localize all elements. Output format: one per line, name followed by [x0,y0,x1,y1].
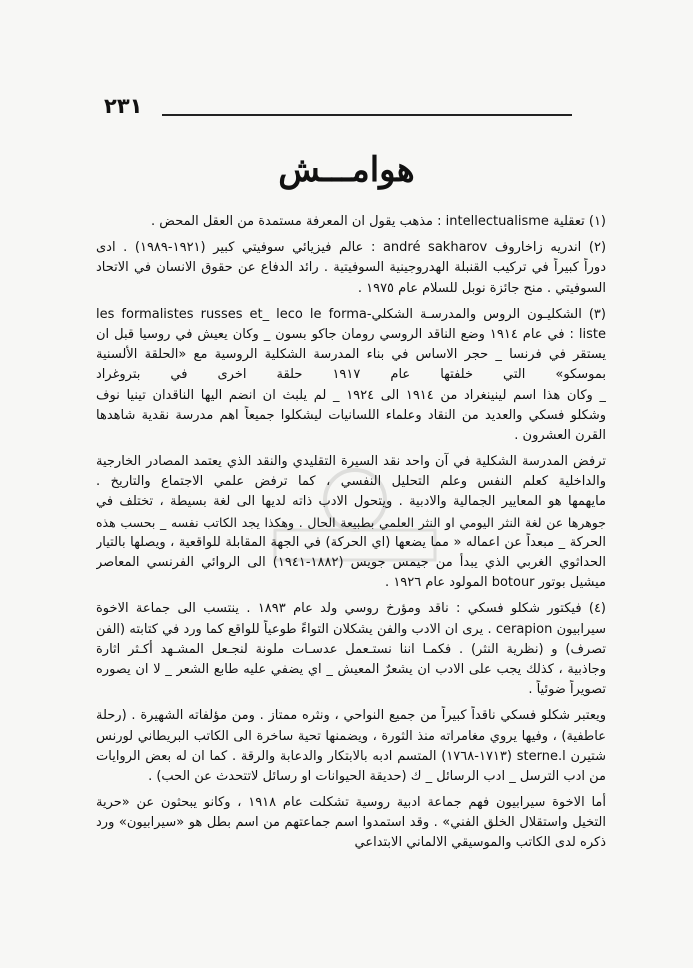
note-line: (٣) الشكليـون الروس والمدرسـة الشكلي-les formalistes russes et_ leco le forma [96,306,606,322]
note-paragraph [96,212,606,232]
note-line: القرن العشرون . [514,427,606,443]
note-line: السوفيتي . منح جائزة نوبل للسلام عام ١٩٧٥ . [357,280,606,296]
note-line: _ وكان هذا اسم لينينغراد من ١٩١٤ الى ١٩٢٤ _ لم يلبث ان انضم اليها الناقدان تينيا نوف [96,387,606,403]
note-line: سيرابيون cerapion . يرى ان الادب والفن يشكلان التواءً طوعياً للواقع كما ورد في كتابته (الفن [96,621,606,637]
note-paragraph [96,706,606,787]
note-line: عاطفية) ، وفيها يروي مغامراته منذ الثورة ، ويضمنها تحية ساخرة الى الكاتب البريطاني لورنس [96,728,606,744]
note-line: تصرف) و (نظرية النثر) . فكمـا اننا نستـعمل عدسـات ملونة لنجـعل المشـهد أكـثر اثارة [96,641,606,657]
note-line: الحداثوي الغربي الذي يبدأ من جيمس جويس (١٨٨٢-١٩٤١) الى الروائي الفرنسي المعاصر [96,555,606,570]
note-line: جوهرها عن لغة النثر اليومي او النثر العلمي بطبيعة الحال . وهكذا يجد الكاتب نفسه _ بحسب هذه [96,514,606,530]
note-line: ميشيل بوتور botour المولود عام ١٩٢٦ . [385,575,606,591]
page-number: ٢٣١ [104,94,143,118]
note-line: مايهمها هو المعايير الجمالية والادبية . ويتحول الادب ذاته لديها الى لغة بسيطة ، تختلف في [96,494,606,510]
note-line: دوراً كبيراً في تركيب القنبلة الهدروجينية السوفيتية . رائد الدفاع عن حقوق الانسان في الاتحاد [96,260,606,276]
note-line: ترفض المدرسة الشكلية في آن واحد نقد السيرة التقليدي والنقد الذي يعتمد المصادر الخارجية [96,454,606,470]
note-line: وجاذبية ، كذلك يجب على الادب ان يشعرٌ المعيش _ اي يضفي عليه طابع الشعر _ لا ان يصوره [96,661,606,677]
note-paragraph [96,793,606,854]
header-rule [162,114,572,116]
note-line: الحركة _ مبعداً عن اعماله « مما يضعها (اي الحركة) في الجهة المقابلة للواقعية ، ويصلها بالتيار [96,534,606,550]
note-paragraph [96,305,606,446]
note-line: أما الاخوة سيرابيون فهم جماعة ادبية روسية تشكلت عام ١٩١٨ ، وكانو يبحثون عن «حرية [96,795,606,811]
note-line: من ادب الترسل _ ادب الرسائل _ ك (حديقة الحيوانات او رسائل لاتتحدث عن الحب) . [148,768,606,784]
note-line: يستقر في فرنسا _ حجر الاساس في بناء المدرسة الشكلية الروسية مع «الحلقة الألسنية [96,347,606,363]
note-line: التخيل واستقلال الخلق الفني» . وقد استمدوا اسم جماعتهم من اسم بطل هو «سيرابيون» ورد [96,815,606,831]
note-line: (١) تعقلية intellectualisme : مذهب يقول ان المعرفة مستمدة من العقل المحض . [151,214,606,229]
note-line: شتيرن sterne.l (١٧١٣-١٧٦٨) المتسم ادبه بالابتكار والدعابة والرقة . كما ان له بعض الروايات [96,748,606,764]
note-paragraph [96,238,606,299]
note-line: liste : في عام ١٩١٤ وضع الناقد الروسي رومان جاكو بسون _ وكان يعيش في روسيا قبل ان [96,326,606,342]
note-line: (٢) اندريه زاخاروف andré sakharov : عالم فيزيائي سوفيتي كبير (١٩٢١-١٩٨٩) . ادى [96,240,606,256]
note-line: تصويراً ضوئياً . [528,682,606,698]
note-line: والداخلية كعلم النفس وعلم التحليل النفسي ، كما ترفض علمي الاجتماع والتاريخ . [96,474,606,490]
note-line: (٤) فيكتور شكلو فسكي : ناقد ومؤرخ روسي ولد عام ١٨٩٣ . ينتسب الى جماعة الاخوة [96,601,606,617]
notes-body [96,212,606,854]
note-line: بموسكو» التي خلفتها عام ١٩١٧ حلقة اخرى في بتروغراد [96,367,606,383]
note-line: وشكلو فسكي والعديد من النقاد وعلماء اللسانيات ليشكلوا جميعاً اهم مدرسة نقدية شاهدها [96,407,606,423]
note-line: ذكره لدى الكاتب والموسيقي الالماني الابتداعي [354,835,606,851]
note-line: ويعتبر شكلو فسكي ناقداً كبيراً من جميع النواحي ، ونثره ممتاز . ومن مؤلفاته الشهيرة . (رحلة [96,708,606,724]
note-paragraph [96,452,606,593]
section-title: هوامـــش [278,150,415,190]
note-paragraph [96,599,606,700]
